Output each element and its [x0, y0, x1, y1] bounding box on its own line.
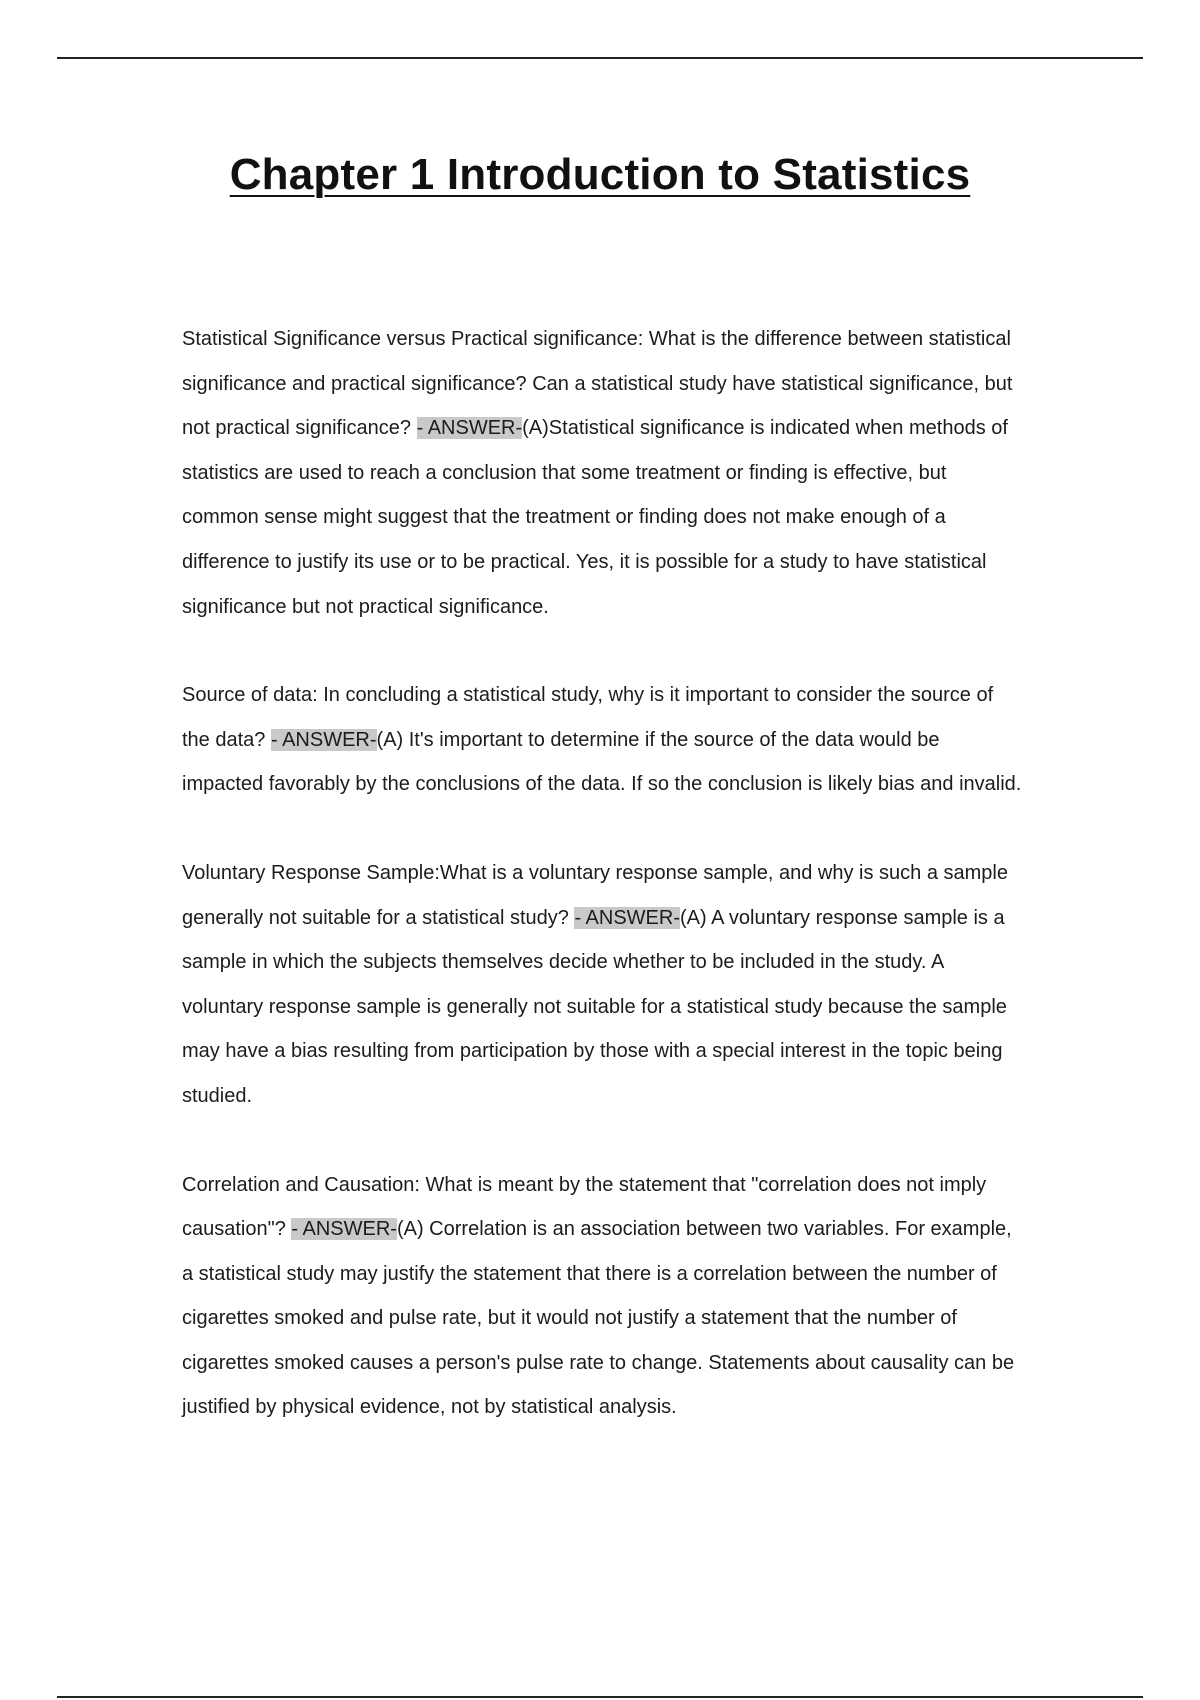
page-title-text: Chapter 1 Introduction to Statistics: [229, 150, 971, 199]
qa-item: [182, 851, 1022, 1119]
answer-marker: - ANSWER-: [416, 417, 523, 440]
question-text: Correlation and Causation: What is meant by the statement that "correlation does not imply causation"?: [182, 1173, 987, 1241]
document-body: [182, 317, 1022, 1474]
top-divider: [57, 57, 1143, 59]
answer-text: (A) It's important to determine if the source of the data would be impacted favorably by the conclusions of the data. If so the conclusion is likely bias and invalid.: [182, 728, 1022, 796]
bottom-divider: [57, 1696, 1143, 1698]
page-title: [0, 150, 1200, 200]
qa-item: [182, 1163, 1022, 1431]
qa-item: [182, 673, 1022, 807]
answer-marker: - ANSWER-: [270, 728, 377, 751]
question-text: Statistical Significance versus Practical significance: What is the difference between statistical significance and practical significance? Can a statistical study have statistical significance, but not practical significance?: [182, 328, 1013, 440]
question-text: Voluntary Response Sample:What is a voluntary response sample, and why is such a sample generally not suitable for a statistical study?: [182, 861, 1008, 929]
qa-item: [182, 317, 1022, 629]
answer-text: (A) Correlation is an association between two variables. For example, a statistical study may justify the statement that there is a correlation between the number of cigarettes smoked and pulse rate, but it would not justify a statement that the number of cigarettes smoked causes a person's pulse rate to change. Statements about causality can be justified by physical evidence, not by statistical analysis.: [182, 1218, 1015, 1419]
answer-text: (A)Statistical significance is indicated when methods of statistics are used to reach a conclusion that some treatment or finding is effective, but common sense might suggest that the treatment or finding does not make enough of a difference to justify its use or to be practical. Yes, it is possible for a study to have statistical significance but not practical significance.: [182, 417, 1008, 618]
answer-text: (A) A voluntary response sample is a sample in which the subjects themselves decide whether to be included in the study. A voluntary response sample is generally not suitable for a statistical study because the sample may have a bias resulting from participation by those with a special interest in the topic being studied.: [182, 906, 1007, 1107]
answer-marker: - ANSWER-: [574, 906, 680, 929]
answer-marker: - ANSWER-: [291, 1218, 397, 1241]
question-text: Source of data: In concluding a statistical study, why is it important to consider the source of the data?: [182, 684, 994, 751]
